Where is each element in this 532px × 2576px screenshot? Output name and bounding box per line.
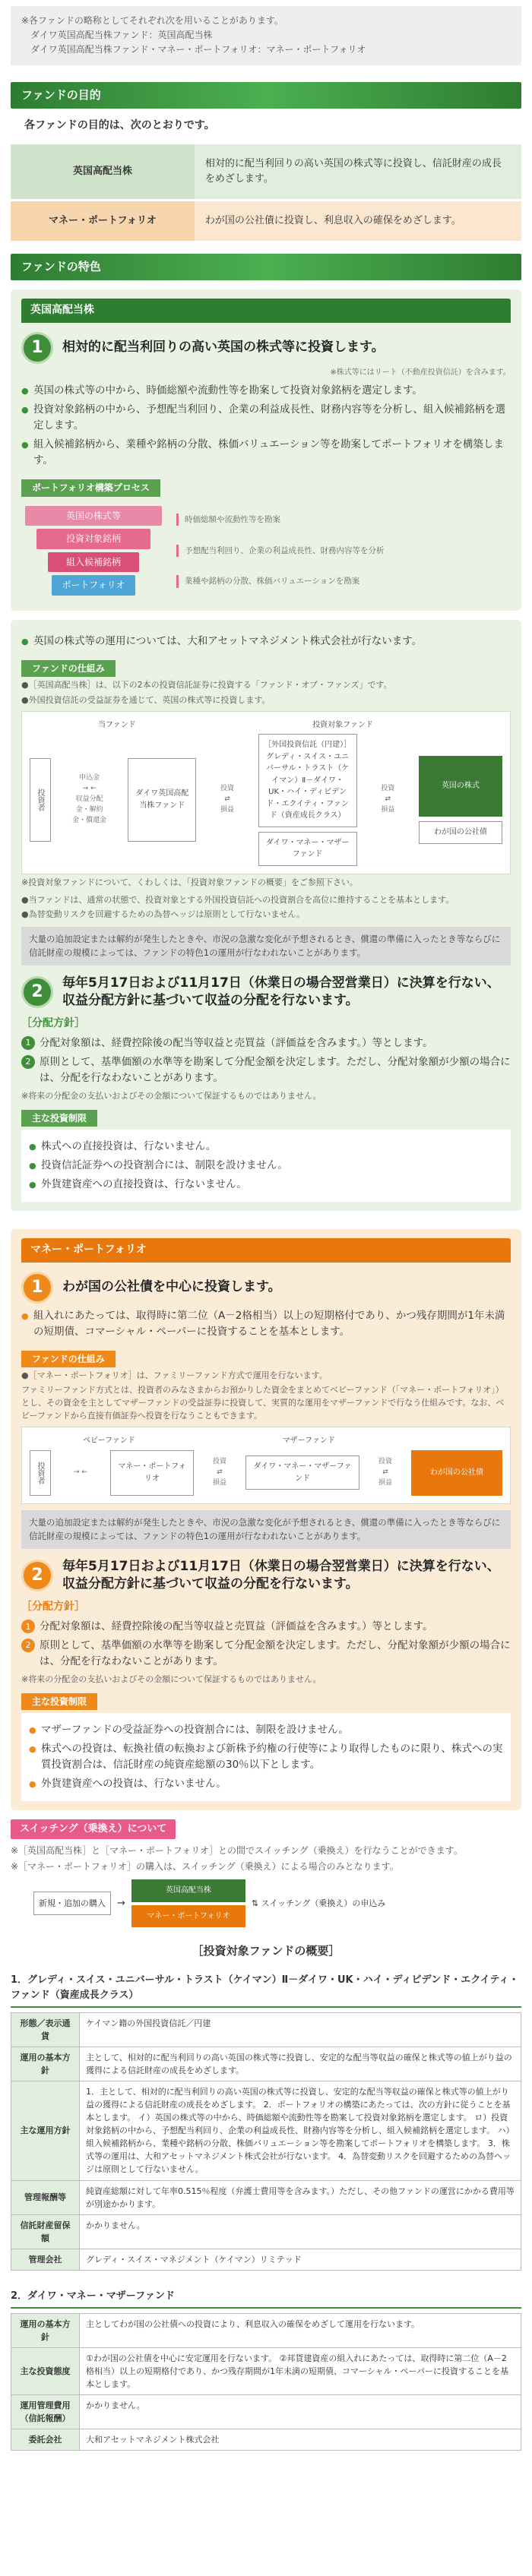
policy-item: 原則として、基準価額の水準等を勘案して分配金額を決定します。ただし、分配対象額が少額の場合には、分配を行なわないことがあります。 xyxy=(40,1639,511,1667)
table-row xyxy=(11,201,521,241)
fund2-header: マネー・ポートフォリオ xyxy=(21,1238,511,1263)
table-row: 運用の基本方針 主としてわが国の公社債への投資により、利息収入の確保をめざして運用を行ないます。 xyxy=(11,2313,521,2347)
flow-label: 収益分配金・解約金・償還金 xyxy=(72,795,107,824)
jp-bond-box: わが国の公社債 xyxy=(419,821,502,844)
scheme-tag: ファンドの仕組み xyxy=(21,660,116,678)
table-row: 信託財産留保額 かかりません。 xyxy=(11,2214,521,2249)
list-item: ● 株式への直接投資は、行ないません。 xyxy=(29,1139,503,1155)
scheme-note: ●［マネー・ポートフォリオ］は、ファミリーファンド方式で運用を行ないます。 xyxy=(21,1370,328,1381)
fund2-card: マネー・ポートフォリオ 1 わが国の公社債を中心に投資します。 ● 組入れにあたっては、取得時に第二位（A－2格相当）以上の短期格付であり、かつ残存期間が1年未満の短期債、コマーシャル・ペーパーに投資することを基本とします。 ファンドの仕組み ●［マネー・ポートフォリオ］は、ファミリーファンド方式で運用を行ないます。 ファミリーファンド方式とは、投資者のみなさまからお預かりした資金をまとめてベビーファンド（「マネー・ポートフォリオ」）とし、その資金を主としてマザーファンドの受益証券に投資して、実質的な運用をマザーファンドで行なう仕組みです。なお、ベビーファンドから直接有価証券へ投資を行なうこともできます。 ベビーファンド マザーファンド 投資者 → ← マネー・ポートフォリオ 投資 ⇄ 損益 ダイワ・マネー・マザーファンド 投資 ⇄ 損益 わが国の公社債 大量の追加設定または解約が発生したときや、市況の急激な変化が予想されるとき、償還の準備に入ったとき等ならびに信託財産の規模によっては、ファンドの特色1の運用が行なわれないことがあります。 2 毎年5月17日および11月17日（休業日の場合翌営業日）に決算を行ない、収益分配方針に基づいて収益の分配を行ないます。 ［分配方針］ 1 分配対象額は、経費控除後の配当等収益と売買益（評価益を含みます。）等とします。 2 原則として、基準価額の水準等を勘案して分配金額を決定します。ただし、分配対象額が少額の場合には、分配を行なわないことがあります。 ※将来の分配金の支払いおよびその金額について保証するものではありません。 主な投資制限 ● マザーファンドの受益証券への投資割合には、制限を設けません。 ● 株式への投資は、転換社債の転換および新株予約権の行使等により取得したものに限り、株式への実質投資割合は、信託財産の純資産総額の30％以下とします。 ● 外貨建資産への投資は、行ないません。 xyxy=(11,1229,521,1810)
baby-fund-label: ベビーファンド xyxy=(83,1437,135,1446)
switching-note: ※［英国高配当株］と［マネー・ポートフォリオ］との間でスイッチング（乗換え）を行なうことができます。 xyxy=(11,1845,463,1857)
limits-tag: 主な投資制限 xyxy=(21,1110,97,1127)
table-row: 管理報酬等 純資産総額に対して年率0.515％程度（弁護士費用等を含みます。）ただし、その他ファンドの運営にかかる費用等が別途かかります。 xyxy=(11,2180,521,2214)
overview-fund1-title: 1．グレディ・スイス・ユニバーサル・トラスト（ケイマン）Ⅱ－ダイワ・UK・ハイ・ディビデンド・エクイティ・ファンド（資産成長クラス） xyxy=(11,1973,521,2008)
investor-box: 投資者 xyxy=(30,1450,51,1496)
list-item: ● 投資信託証券への投資割合には、制限を設けません。 xyxy=(29,1158,503,1174)
purpose-table xyxy=(11,142,521,243)
scheme-footnote: ※投資対象ファンドについて、くわしくは、「投資対象ファンドの概要」をご参照下さい。 xyxy=(21,877,358,887)
fund2-point-1 xyxy=(21,1272,511,1304)
section-features-title: ファンドの特色 xyxy=(11,254,521,280)
abbreviation-note xyxy=(11,6,521,65)
policy-item: 分配対象額は、経費控除後の配当等収益と売買益（評価益を含みます。）等とします。 xyxy=(40,1620,433,1633)
reit-note: ※株式等にはリート（不動産投資信託）を含みます。 xyxy=(330,368,511,377)
list-item: ● 組入候補銘柄から、業種や銘柄の分散、株価バリュエーション等を勘案してポートフォリオを構築します。 xyxy=(21,437,511,469)
table-row: 委託会社 大和アセットマネジメント株式会社 xyxy=(11,2429,521,2451)
process-note: 業種や銘柄の分散、株価バリュエーションを勘案 xyxy=(176,575,511,587)
switch-fund2-box: マネー・ポートフォリオ xyxy=(131,1905,245,1928)
policy-item: 分配対象額は、経費控除後の配当等収益と売買益（評価益を含みます。）等とします。 xyxy=(40,1036,433,1049)
distribution-policy-title: ［分配方針］ xyxy=(21,1601,85,1614)
scheme-desc: ファミリーファンド方式とは、投資者のみなさまからお預かりした資金をまとめてベビーファンド（「マネー・ポートフォリオ」）とし、その資金を主としてマザーファンドの受益証券に投資して、実質的な運用をマザーファンドで行なう仕組みです。なお、ベビーファンドから直接有価証券へ投資を行なうこともできます。 xyxy=(21,1385,505,1421)
note-line: ダイワ英国高配当株ファンド：英国高配当株 xyxy=(30,30,213,41)
switching-title: スイッチング（乗換え）について xyxy=(11,1819,176,1839)
uk-stock-box: 英国の株式 xyxy=(419,756,502,817)
process-step: 英国の株式等 xyxy=(25,506,162,526)
point-text: 毎年5月17日および11月17日（休業日の場合翌営業日）に決算を行ない、収益分配方針に基づいて収益の分配を行ないます。 xyxy=(62,975,500,1009)
table-row: 管理会社 グレディ・スイス・マネジメント（ケイマン）リミテッド xyxy=(11,2249,521,2270)
overview-fund2-table xyxy=(11,2313,521,2451)
list-item: ● マザーファンドの受益証券への投資割合には、制限を設けません。 xyxy=(29,1722,503,1738)
policy-note: ※将来の分配金の支払いおよびその金額について保証するものではありません。 xyxy=(21,1090,321,1101)
switching-note: ※［マネー・ポートフォリオ］の購入は、スイッチング（乗換え）による場合のみとなります。 xyxy=(11,1860,399,1872)
number-badge-1: 1 xyxy=(21,1272,53,1304)
scheme-note: ●為替変動リスクを回避するための為替ヘッジは原則として行ないません。 xyxy=(21,909,306,919)
overview-fund1-table xyxy=(11,2012,521,2271)
disclaimer-box: 大量の追加設定または解約が発生したときや、市況の急激な変化が予想されるとき、償還の準備に入ったとき等ならびに信託財産の規模によっては、ファンドの特色1の運用が行なわれないことがあります。 xyxy=(21,1510,511,1550)
scheme-tag: ファンドの仕組み xyxy=(21,1351,116,1368)
fund1-point-1 xyxy=(21,332,511,364)
process-step: ポートフォリオ xyxy=(52,575,135,596)
number-badge-2: 2 xyxy=(21,1560,53,1591)
list-item: ● 外貨建資産への直接投資は、行ないません。 xyxy=(29,1177,503,1193)
flow-label: 投資 xyxy=(378,1457,392,1465)
limits-tag: 主な投資制限 xyxy=(21,1693,97,1711)
fund1-point-2 xyxy=(21,975,511,1010)
flow-label: 損益 xyxy=(220,805,234,814)
point-text: わが国の公社債を中心に投資します。 xyxy=(62,1279,281,1295)
list-item: ● 投資対象銘柄の中から、予想配当利回り、企業の利益成長性、財務内容等を分析し、組入候補銘柄を選定します。 xyxy=(21,402,511,434)
point-text: 相対的に配当利回りの高い英国の株式等に投資します。 xyxy=(62,340,385,356)
fund-purpose: わが国の公社債に投資し、利息収入の確保をめざします。 xyxy=(195,201,521,241)
number-badge-1: 1 xyxy=(21,332,53,364)
point-text: 毎年5月17日および11月17日（休業日の場合翌営業日）に決算を行ない、収益分配方針に基づいて収益の分配を行ないます。 xyxy=(62,1559,500,1592)
list-item: ● 組入れにあたっては、取得時に第二位（A－2格相当）以上の短期格付であり、かつ残存期間が1年未満の短期債、コマーシャル・ペーパーに投資することを基本とします。 xyxy=(21,1308,511,1340)
investor-box: 投資者 xyxy=(30,758,51,842)
table-row: 主な運用方針 1．主として、相対的に配当利回りの高い英国の株式等に投資し、安定的な配当等収益の確保と株式等の値上がり益の獲得による信託財産の成長をめざします。 2．ポートフォリオの構築にあたっては、次の方針に従うことを基本とします。 イ）英国の株式等の中から、時価総額や流動性等を勘案して投資対象銘柄を選定します。 ロ）投資対象銘柄の中から、予想配当利回り、企業の利益成長性、財務内容等を分析し、組入候補銘柄を選定します。 ハ）組入候補銘柄から、業種や銘柄の分散、株価バリュエーション等を勘案してポートフォリオを構築します。 3．株式等の運用は、大和アセットマネジメント株式会社が行ないます。 4．為替変動リスクを回避するための為替ヘッジは原則として行ないません。 xyxy=(11,2081,521,2180)
number-badge-2: 2 xyxy=(21,976,53,1008)
scheme-note: ●［英国高配当株］は、以下の2本の投資信託証券に投資する「ファンド・オブ・ファンズ」です。 xyxy=(21,680,392,691)
flow-label: 損益 xyxy=(381,805,395,814)
list-item: ● 英国の株式等の中から、時価総額や流動性等を勘案して投資対象銘柄を選定します。 xyxy=(21,383,511,399)
fund-box: ダイワ英国高配当株ファンド xyxy=(128,758,196,842)
fund1-card xyxy=(11,289,521,611)
flow-label: 損益 xyxy=(378,1478,392,1487)
process-note: 時価総額や流動性等を勘案 xyxy=(176,514,511,526)
flow-label: 申込金 xyxy=(79,773,100,782)
table-row: 主な投資態度 ①わが国の公社債を中心に安定運用を行ないます。 ②邦貨建資産の組入れにあたっては、取得時に第二位（A－2格相当）以上の短期格付であり、かつ残存期間が1年未満の短期債、コマーシャル・ペーパーに投資することを基本とします。 xyxy=(11,2347,521,2394)
mother-fund-label: マザーファンド xyxy=(282,1437,335,1446)
flow-label: 投資 xyxy=(220,784,234,792)
policy-note: ※将来の分配金の支払いおよびその金額について保証するものではありません。 xyxy=(21,1674,321,1684)
flow-label: 損益 xyxy=(212,1478,226,1487)
scheme-note: ●外国投資信託の受益証券を通じて、英国の株式等に投資します。 xyxy=(21,694,271,705)
foreign-trust-name: グレディ・スイス・ユニバーサル・トラスト（ケイマン）Ⅱ－ダイワ・UK・ハイ・ディビデンド・エクイティ・ファンド（資産成長クラス） xyxy=(266,752,350,820)
fund1-mechanism-card: ● 英国の株式等の運用については、大和アセットマネジメント株式会社が行ないます。 ファンドの仕組み ●［英国高配当株］は、以下の2本の投資信託証券に投資する「ファンド・オブ・ファンズ」です。 ●外国投資信託の受益証券を通じて、英国の株式等に投資します。 当ファンド 投資対象ファンド 投資者 申込金 → ← 収益分配金・解約金・償還金 ダイワ英国高配当株ファンド 投資 ⇄ 損益 ［外国投資信託（円建）］ グレディ・スイス・ユニバーサル・トラスト（ケイマン）Ⅱ－ダイワ・UK・ハイ・ディビデンド・エクイティ・ファンド（資産成長クラス） ダイワ・マネー・マザーファンド 投資 ⇄ 損益 英国の株式 わが国の公社債 ※投資対象ファンドについて、くわしくは、「投資対象ファンドの概要」をご参照下さい。 ●当ファンドは、通常の状態で、投資対象とする外国投資信託への投資割合を高位に維持することを基本とします。 ●為替変動リスクを回避するための為替ヘッジは原則として行ないません。 大量の追加設定または解約が発生したときや、市況の急激な変化が予想されるとき、償還の準備に入ったとき等ならびに信託財産の規模によっては、ファンドの特色1の運用が行なわれないことがあります。 2 毎年5月17日および11月17日（休業日の場合翌営業日）に決算を行ない、収益分配方針に基づいて収益の分配を行ないます。 ［分配方針］ 1 分配対象額は、経費控除後の配当等収益と売買益（評価益を含みます。）等とします。 2 原則として、基準価額の水準等を勘案して分配金額を決定します。ただし、分配対象額が少額の場合には、分配を行なわないことがあります。 ※将来の分配金の支払いおよびその金額について保証するものではありません。 主な投資制限 ● 株式への直接投資は、行ないません。 ● 投資信託証券への投資割合には、制限を設けません。 ● 外貨建資産への直接投資は、行ないません。 xyxy=(11,620,521,1211)
overview-title: ［投資対象ファンドの概要］ xyxy=(192,1944,340,1958)
list-item: ● 外貨建資産への投資は、行ないません。 xyxy=(29,1776,503,1792)
note-line: ダイワ英国高配当株ファンド・マネー・ポートフォリオ：マネー・ポートフォリオ xyxy=(30,44,366,55)
fund1-scheme-diagram: 当ファンド 投資対象ファンド 投資者 申込金 → ← 収益分配金・解約金・償還金 ダイワ英国高配当株ファンド 投資 ⇄ 損益 ［外国投資信託（円建）］ グレディ・スイス・ユニバーサル・トラスト（ケイマン）Ⅱ－ダイワ・UK・ハイ・ディビデンド・エクイティ・ファンド（資産成長クラス） ダイワ・マネー・マザーファンド 投資 ⇄ 損益 英国の株式 わが国の公社債 xyxy=(21,711,511,874)
table-row: 運用の基本方針 主として、相対的に配当利回りの高い英国の株式等に投資し、安定的な配当等収益の確保と株式等の値上がり益の獲得による信託財産の成長をめざします。 xyxy=(11,2047,521,2081)
fund-name: マネー・ポートフォリオ xyxy=(11,201,195,241)
purpose-lead: 各ファンドの目的は、次のとおりです。 xyxy=(24,119,215,131)
flow-label: 投資 xyxy=(212,1457,226,1465)
fund2-point-2 xyxy=(21,1558,511,1593)
this-fund-label: 当ファンド xyxy=(98,720,136,729)
scheme-note: ●当ファンドは、通常の状態で、投資対象とする外国投資信託への投資割合を高位に維持することを基本とします。 xyxy=(21,894,454,905)
list-item: ● 株式への投資は、転換社債の転換および新株予約権の行使等により取得したものに限り、株式への実質投資割合は、信託財産の純資産総額の30％以下とします。 xyxy=(29,1741,503,1773)
fund-purpose: 相対的に配当利回りの高い英国の株式等に投資し、信託財産の成長をめざします。 xyxy=(195,144,521,199)
fund1-bullets xyxy=(21,383,511,469)
table-row xyxy=(11,144,521,199)
process-step: 組入候補銘柄 xyxy=(48,552,139,573)
switch-fund1-box: 英国高配当株 xyxy=(131,1879,245,1902)
process-tag: ポートフォリオ構築プロセス xyxy=(21,479,160,497)
table-row: 運用管理費用（信託報酬） かかりません。 xyxy=(11,2395,521,2429)
note-line: ※各ファンドの略称としてそれぞれ次を用いることがあります。 xyxy=(21,15,283,26)
jp-bond-box: わが国の公社債 xyxy=(411,1450,502,1496)
disclaimer-box: 大量の追加設定または解約が発生したときや、市況の急激な変化が予想されるとき、償還の準備に入ったとき等ならびに信託財産の規模によっては、ファンドの特色1の運用が行なわれないことがあります。 xyxy=(21,927,511,966)
target-fund-label: 投資対象ファンド xyxy=(312,720,373,729)
section-purpose-title: ファンドの目的 xyxy=(11,82,521,109)
process-notes xyxy=(166,504,511,597)
table-row: 形態／表示通貨 ケイマン籍の外国投資信託／円建 xyxy=(11,2013,521,2047)
process-note: 予想配当利回り、企業の利益成長性、財務内容等を分析 xyxy=(176,545,511,557)
switching-arrow-label: スイッチング（乗換え）の申込み xyxy=(261,1898,386,1909)
portfolio-process xyxy=(21,504,511,597)
fund1-header: 英国高配当株 xyxy=(21,299,511,323)
management-note: ● 英国の株式等の運用については、大和アセットマネジメント株式会社が行ないます。 xyxy=(21,634,511,650)
overview-fund2-title: 2．ダイワ・マネー・マザーファンド xyxy=(11,2289,521,2309)
flow-label: 投資 xyxy=(381,784,395,792)
fund2-scheme-diagram: ベビーファンド マザーファンド 投資者 → ← マネー・ポートフォリオ 投資 ⇄ 損益 ダイワ・マネー・マザーファンド 投資 ⇄ 損益 わが国の公社債 xyxy=(21,1427,511,1504)
fund-name: 英国高配当株 xyxy=(11,144,195,199)
new-purchase-box: 新規・追加の購入 xyxy=(33,1892,111,1915)
mother-fund-box: ダイワ・マネー・マザーファンド xyxy=(245,1456,359,1490)
policy-item: 原則として、基準価額の水準等を勘案して分配金額を決定します。ただし、分配対象額が少額の場合には、分配を行なわないことがあります。 xyxy=(40,1055,511,1084)
mother-fund-box: ダイワ・マネー・マザーファンド xyxy=(258,832,357,866)
foreign-trust-label: ［外国投資信託（円建）］ xyxy=(264,741,352,750)
distribution-policy-title: ［分配方針］ xyxy=(21,1017,85,1030)
process-step: 投資対象銘柄 xyxy=(36,529,150,549)
switching-diagram: 新規・追加の購入 → 英国高配当株 マネー・ポートフォリオ ⇅ スイッチング（乗換え）の申込み xyxy=(33,1879,521,1927)
process-funnel xyxy=(21,504,166,597)
fund-box: マネー・ポートフォリオ xyxy=(110,1450,194,1496)
